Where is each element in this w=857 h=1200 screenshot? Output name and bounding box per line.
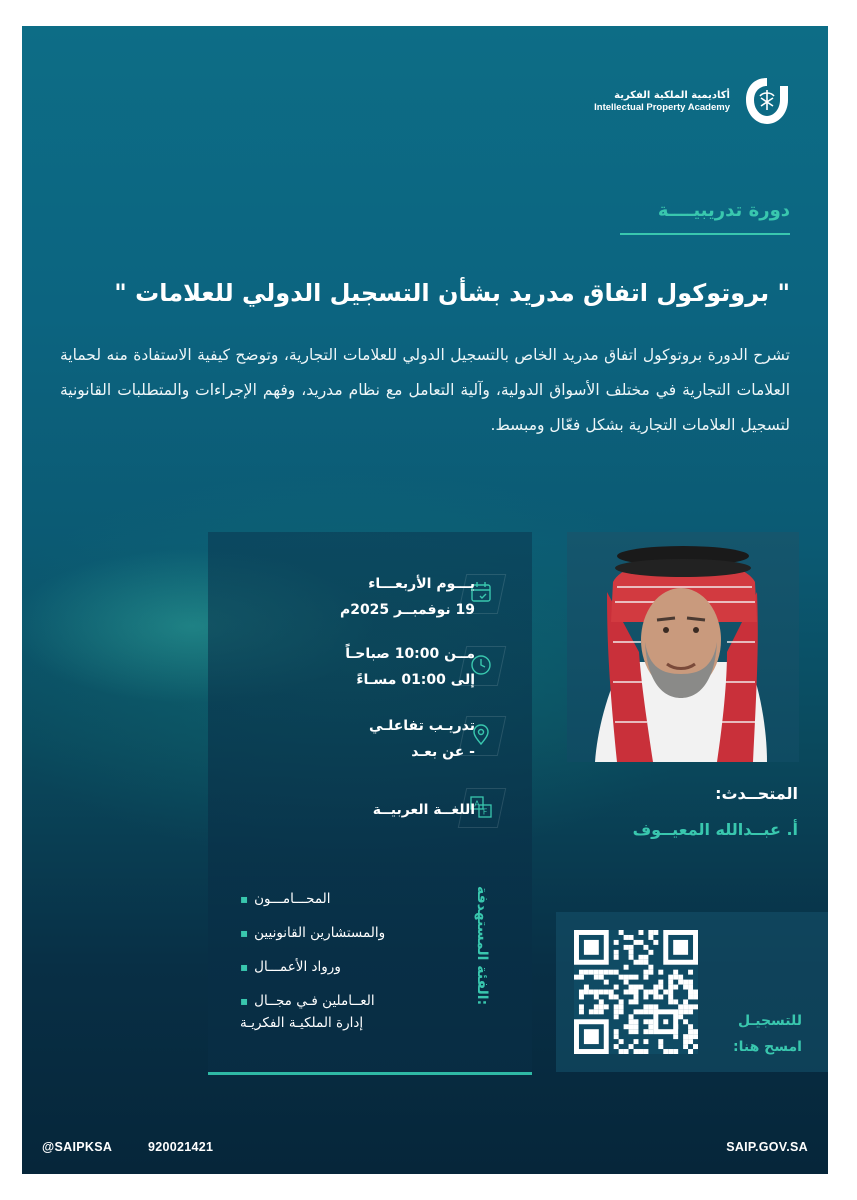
bullet-icon: ▪: [240, 926, 249, 940]
speaker-photo: [567, 532, 799, 762]
schedule-time-from: مــن 10:00 صباحـاً: [345, 646, 475, 662]
audience-item-label: والمستشارين القانونيين: [254, 925, 386, 941]
audience-item: [240, 888, 440, 910]
phone-number[interactable]: 920021421: [148, 1140, 214, 1154]
logo-text: [594, 89, 730, 114]
training-mode: تدريـب تفاعلـي: [369, 718, 475, 734]
course-type-label: دورة تدريبيــــة: [657, 200, 790, 221]
target-audience-list: [240, 888, 440, 1046]
svg-text:A: A: [474, 799, 480, 809]
course-language: اللغــة العربيــة: [372, 802, 475, 818]
poster: [22, 26, 828, 1174]
registration-qr-code[interactable]: [574, 930, 698, 1054]
course-title: " بروتوكول اتفاق مدريد بشأن التسجيل الدولي للعلامات ": [114, 279, 790, 307]
registration-line2: امسح هنا:: [733, 1039, 802, 1055]
course-label-underline: [620, 233, 790, 235]
audience-item: [240, 922, 440, 944]
schedule-time-to: إلى 01:00 مسـاءً: [356, 672, 475, 688]
schedule-date: 19 نوفمبــر 2025م: [339, 602, 475, 618]
speaker-name: أ. عبــدالله المعيــوف: [632, 820, 798, 839]
audience-item-label: العــاملين فـي مجــال: [254, 993, 375, 1009]
registration-line1: للتسجيـل: [737, 1013, 802, 1029]
speaker-portrait-icon: [567, 532, 799, 762]
academy-emblem-icon: [740, 74, 794, 128]
bullet-icon: ▪: [240, 892, 249, 906]
website-link[interactable]: SAIP.GOV.SA: [726, 1140, 808, 1154]
footer: [22, 1128, 828, 1174]
social-handle[interactable]: @SAIPKSA: [42, 1140, 113, 1154]
audience-item-label: المحـــامـــون: [254, 891, 331, 907]
course-description: تشرح الدورة بروتوكول اتفاق مدريد الخاص بالتسجيل الدولي للعلامات التجارية، وتوضح كيفية الاستفادة منه لحماية العلامات التجارية في مختلف الأسواق الدولية، وآلية التعامل مع نظام مدريد، وفهم الإجراءات والمتطلبات القانونية لتسجيل العلامات التجارية بشكل فعّال ومبسط.: [60, 346, 790, 434]
details-panel-bar: [208, 1072, 532, 1075]
training-mode-remote: - عن بعـد: [411, 744, 475, 760]
speaker-label: المتحــدث:: [715, 784, 798, 803]
audience-item: [240, 990, 440, 1012]
academy-logo: [594, 74, 794, 128]
bullet-icon: ▪: [240, 994, 249, 1008]
schedule-day: يـــوم الأربعـــاء: [368, 576, 475, 592]
bullet-icon: ▪: [240, 960, 249, 974]
audience-item-label: ورواد الأعمـــال: [254, 959, 341, 975]
logo-arabic-name: أكاديمية الملكية الفكرية: [614, 89, 730, 101]
svg-text:F: F: [482, 807, 488, 817]
target-audience-title: الفئة المستهدفة:: [474, 886, 490, 1006]
audience-item: [240, 956, 440, 978]
registration-instructions: [712, 1008, 802, 1060]
audience-item-continued: [240, 1012, 440, 1034]
audience-item-label: إدارة الملكيـة الفكريـة: [240, 1015, 364, 1031]
logo-english-name: Intellectual Property Academy: [594, 101, 730, 113]
